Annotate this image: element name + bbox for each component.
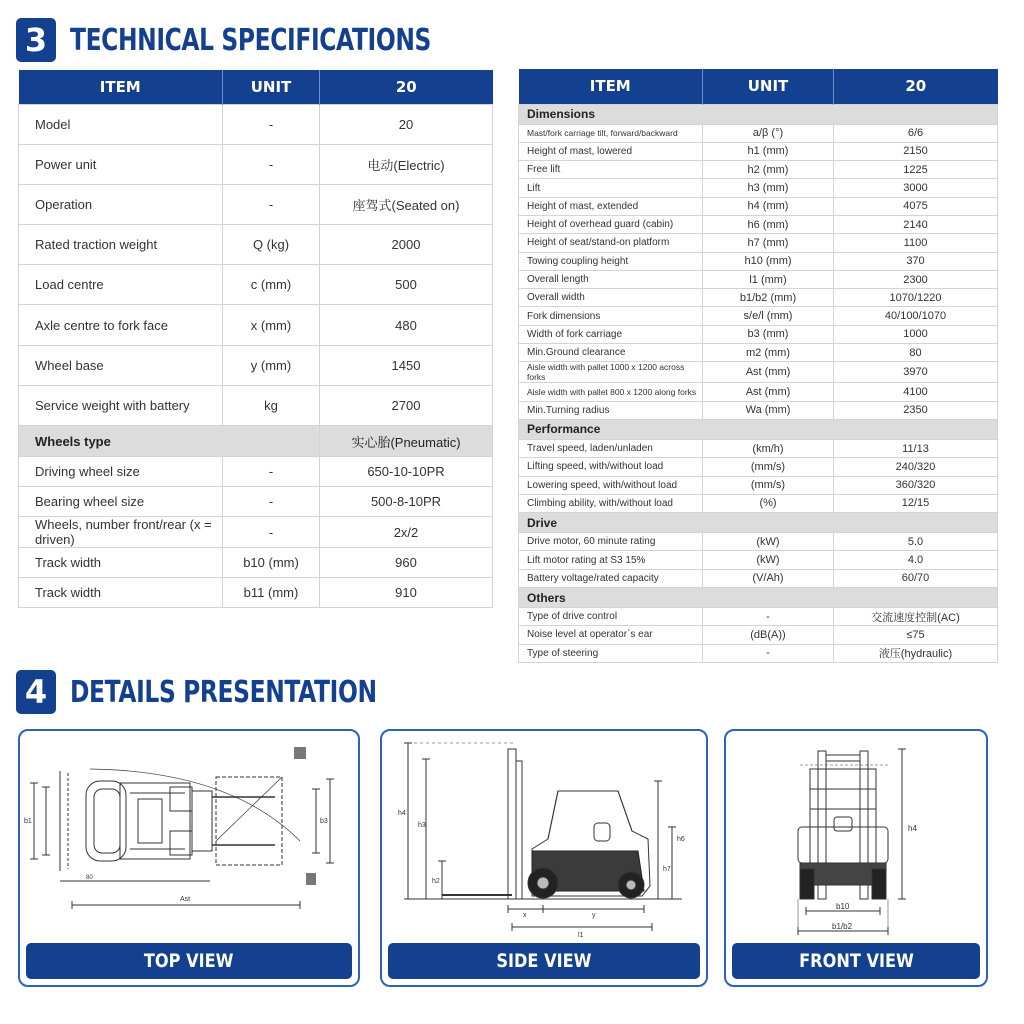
top-view-button[interactable]: TOP VIEW [26, 943, 352, 979]
x-label: x [523, 912, 527, 919]
unit-cell: y (mm) [223, 345, 320, 385]
item-cell: Lifting speed, with/without load [519, 458, 703, 476]
table-row [519, 608, 998, 626]
group-row [519, 104, 998, 124]
value-cell: 240/320 [834, 458, 998, 476]
h7-label: h7 [663, 866, 671, 873]
table-row [519, 325, 998, 343]
unit-cell: (V/Ah) [703, 569, 834, 587]
item-cell: Height of mast, extended [519, 197, 703, 215]
table-row [519, 551, 998, 569]
value-cell: 1450 [320, 345, 493, 385]
top-view-drawing [20, 731, 358, 941]
table-row [519, 494, 998, 512]
value-cell: 6/6 [834, 124, 998, 142]
header-item: ITEM [519, 69, 703, 104]
item-cell: Min.Ground clearance [519, 344, 703, 362]
table-row [19, 144, 493, 184]
spec-table-left [18, 70, 493, 608]
ast-label: Ast [180, 896, 191, 903]
front-view-card [724, 729, 988, 987]
item-cell: Service weight with battery [19, 385, 223, 425]
value-cell: 2700 [320, 385, 493, 425]
table-row [519, 197, 998, 215]
group-label: Performance [519, 419, 998, 439]
table-row [19, 184, 493, 224]
unit-cell: Ast (mm) [703, 383, 834, 401]
item-cell: Fork dimensions [519, 307, 703, 325]
value-cell: 500-8-10PR [320, 487, 493, 517]
unit-cell: Q (kg) [223, 225, 320, 265]
wheels-type-value: 实心胎(Pneumatic) [320, 426, 493, 457]
unit-cell: h3 (mm) [703, 179, 834, 197]
value-cell: 5.0 [834, 533, 998, 551]
item-cell: Overall width [519, 289, 703, 307]
value-cell: 4.0 [834, 551, 998, 569]
unit-cell: kg [223, 385, 320, 425]
side-view-button[interactable]: SIDE VIEW [388, 943, 700, 979]
unit-cell: b3 (mm) [703, 325, 834, 343]
value-cell: 60/70 [834, 569, 998, 587]
group-row [519, 513, 998, 533]
unit-cell: m2 (mm) [703, 344, 834, 362]
l1-label: l1 [578, 932, 584, 939]
unit-cell: h1 (mm) [703, 142, 834, 160]
section-4-title: DETAILS PRESENTATION [70, 674, 377, 710]
unit-cell: (dB(A)) [703, 626, 834, 644]
value-cell: 3970 [834, 362, 998, 383]
table-row [519, 234, 998, 252]
item-cell: Operation [19, 184, 223, 224]
header-item: ITEM [19, 70, 223, 104]
table-row [519, 289, 998, 307]
item-cell: Aisle width with pallet 800 x 1200 along forks [519, 383, 703, 401]
unit-cell: b11 (mm) [223, 578, 320, 608]
item-cell: Mast/fork carriage tilt, forward/backward [519, 124, 703, 142]
y-label: y [592, 912, 596, 919]
wheels-type-label: Wheels type [19, 426, 320, 457]
item-cell: Aisle width with pallet 1000 x 1200 across forks [519, 362, 703, 383]
group-label: Dimensions [519, 104, 998, 124]
unit-cell: h6 (mm) [703, 215, 834, 233]
table-row [519, 179, 998, 197]
item-cell: Driving wheel size [19, 457, 223, 487]
unit-cell: - [223, 184, 320, 224]
item-cell: Rated traction weight [19, 225, 223, 265]
item-cell: Drive motor, 60 minute rating [519, 533, 703, 551]
item-cell: Type of drive control [519, 608, 703, 626]
table-row [19, 578, 493, 608]
value-cell: 交流速度控制(AC) [834, 608, 998, 626]
b1b2-label: b1/b2 [832, 922, 853, 931]
h6-label: h6 [677, 836, 685, 843]
side-view-card [380, 729, 708, 987]
value-cell: 电动(Electric) [320, 144, 493, 184]
table-row [519, 142, 998, 160]
item-cell: Free lift [519, 161, 703, 179]
item-cell: Type of steering [519, 644, 703, 662]
table-header-row [519, 69, 998, 104]
item-cell: Towing coupling height [519, 252, 703, 270]
table-row [519, 270, 998, 288]
table-row [19, 487, 493, 517]
value-cell: 360/320 [834, 476, 998, 494]
section-4-header [16, 670, 463, 714]
unit-cell: - [223, 144, 320, 184]
unit-cell: c (mm) [223, 265, 320, 305]
item-cell: Height of mast, lowered [519, 142, 703, 160]
header-model: 20 [320, 70, 493, 104]
wheels-type-row [19, 426, 493, 457]
value-cell: 1000 [834, 325, 998, 343]
table-row [519, 344, 998, 362]
item-cell: Travel speed, laden/unladen [519, 439, 703, 457]
value-cell: 3000 [834, 179, 998, 197]
unit-cell: x (mm) [223, 305, 320, 345]
table-row [519, 215, 998, 233]
table-row [519, 362, 998, 383]
unit-cell: h4 (mm) [703, 197, 834, 215]
value-cell: 650-10-10PR [320, 457, 493, 487]
h4-label: h4 [398, 810, 406, 817]
section-4-number: 4 [16, 670, 56, 714]
table-row [19, 548, 493, 578]
value-cell: 2000 [320, 225, 493, 265]
item-cell: Axle centre to fork face [19, 305, 223, 345]
table-row [519, 533, 998, 551]
unit-cell: (%) [703, 494, 834, 512]
value-cell: 370 [834, 252, 998, 270]
item-cell: Height of seat/stand-on platform [519, 234, 703, 252]
value-cell: 2140 [834, 215, 998, 233]
unit-cell: s/e/l (mm) [703, 307, 834, 325]
value-cell: 960 [320, 548, 493, 578]
value-cell: 910 [320, 578, 493, 608]
item-cell: Width of fork carriage [519, 325, 703, 343]
unit-cell: - [703, 644, 834, 662]
value-cell: 20 [320, 104, 493, 144]
unit-cell: b1/b2 (mm) [703, 289, 834, 307]
table-row [19, 345, 493, 385]
value-cell: 80 [834, 344, 998, 362]
value-cell: 座驾式(Seated on) [320, 184, 493, 224]
item-cell: Bearing wheel size [19, 487, 223, 517]
unit-cell: Ast (mm) [703, 362, 834, 383]
header-unit: UNIT [223, 70, 320, 104]
item-cell: Noise level at operator`s ear [519, 626, 703, 644]
table-row [519, 644, 998, 662]
table-row [19, 385, 493, 425]
table-header-row [19, 70, 493, 104]
unit-cell: (kW) [703, 551, 834, 569]
table-row [519, 124, 998, 142]
b10-label: b10 [836, 902, 850, 911]
item-cell: Overall length [519, 270, 703, 288]
table-row [519, 439, 998, 457]
unit-cell: (mm/s) [703, 458, 834, 476]
value-cell: ≤75 [834, 626, 998, 644]
group-label: Drive [519, 513, 998, 533]
table-row [519, 383, 998, 401]
side-view-drawing [382, 731, 706, 941]
b3-label: b3 [320, 818, 328, 825]
unit-cell: h10 (mm) [703, 252, 834, 270]
table-row [19, 104, 493, 144]
h2-label: h2 [432, 878, 440, 885]
table-row [19, 225, 493, 265]
table-row [19, 457, 493, 487]
unit-cell: - [223, 517, 320, 548]
item-cell: Wheel base [19, 345, 223, 385]
value-cell: 1225 [834, 161, 998, 179]
unit-cell: h2 (mm) [703, 161, 834, 179]
item-cell: Battery voltage/rated capacity [519, 569, 703, 587]
front-view-drawing [726, 731, 986, 941]
table-row [519, 626, 998, 644]
header-model: 20 [834, 69, 998, 104]
unit-cell: (kW) [703, 533, 834, 551]
item-cell: Model [19, 104, 223, 144]
table-row [519, 252, 998, 270]
table-row [519, 476, 998, 494]
unit-cell: b10 (mm) [223, 548, 320, 578]
value-cell: 2150 [834, 142, 998, 160]
value-cell: 480 [320, 305, 493, 345]
top-view-card [18, 729, 360, 987]
value-cell: 1070/1220 [834, 289, 998, 307]
item-cell: Height of overhead guard (cabin) [519, 215, 703, 233]
dim-label: 80 [86, 875, 93, 881]
item-cell: Power unit [19, 144, 223, 184]
unit-cell: Wa (mm) [703, 401, 834, 419]
section-3-header [16, 18, 533, 62]
section-3-number: 3 [16, 18, 56, 62]
unit-cell: (km/h) [703, 439, 834, 457]
spec-table-right [518, 69, 998, 663]
value-cell: 2x/2 [320, 517, 493, 548]
h4-label: h4 [908, 824, 917, 833]
table-row [519, 401, 998, 419]
table-row [519, 569, 998, 587]
unit-cell: - [703, 608, 834, 626]
item-cell: Climbing ability, with/without load [519, 494, 703, 512]
h3-label: h3 [418, 822, 426, 829]
item-cell: Load centre [19, 265, 223, 305]
table-row [519, 161, 998, 179]
value-cell: 12/15 [834, 494, 998, 512]
section-3-title: TECHNICAL SPECIFICATIONS [70, 22, 432, 58]
table-row [19, 305, 493, 345]
front-view-button[interactable]: FRONT VIEW [732, 943, 980, 979]
header-unit: UNIT [703, 69, 834, 104]
b1-label: b1 [24, 818, 32, 825]
value-cell: 液压(hydraulic) [834, 644, 998, 662]
unit-cell: - [223, 457, 320, 487]
item-cell: Track width [19, 578, 223, 608]
item-cell: Track width [19, 548, 223, 578]
table-row [519, 307, 998, 325]
value-cell: 500 [320, 265, 493, 305]
table-row [19, 265, 493, 305]
unit-cell: a/β (°) [703, 124, 834, 142]
item-cell: Wheels, number front/rear (x = driven) [19, 517, 223, 548]
item-cell: Lift [519, 179, 703, 197]
value-cell: 2350 [834, 401, 998, 419]
unit-cell: (mm/s) [703, 476, 834, 494]
group-row [519, 588, 998, 608]
item-cell: Lift motor rating at S3 15% [519, 551, 703, 569]
group-row [519, 419, 998, 439]
item-cell: Min.Turning radius [519, 401, 703, 419]
unit-cell: - [223, 104, 320, 144]
value-cell: 4075 [834, 197, 998, 215]
unit-cell: h7 (mm) [703, 234, 834, 252]
group-label: Others [519, 588, 998, 608]
value-cell: 40/100/1070 [834, 307, 998, 325]
unit-cell: l1 (mm) [703, 270, 834, 288]
value-cell: 1100 [834, 234, 998, 252]
item-cell: Lowering speed, with/without load [519, 476, 703, 494]
table-row [519, 458, 998, 476]
value-cell: 11/13 [834, 439, 998, 457]
unit-cell: - [223, 487, 320, 517]
value-cell: 2300 [834, 270, 998, 288]
table-row [19, 517, 493, 548]
value-cell: 4100 [834, 383, 998, 401]
